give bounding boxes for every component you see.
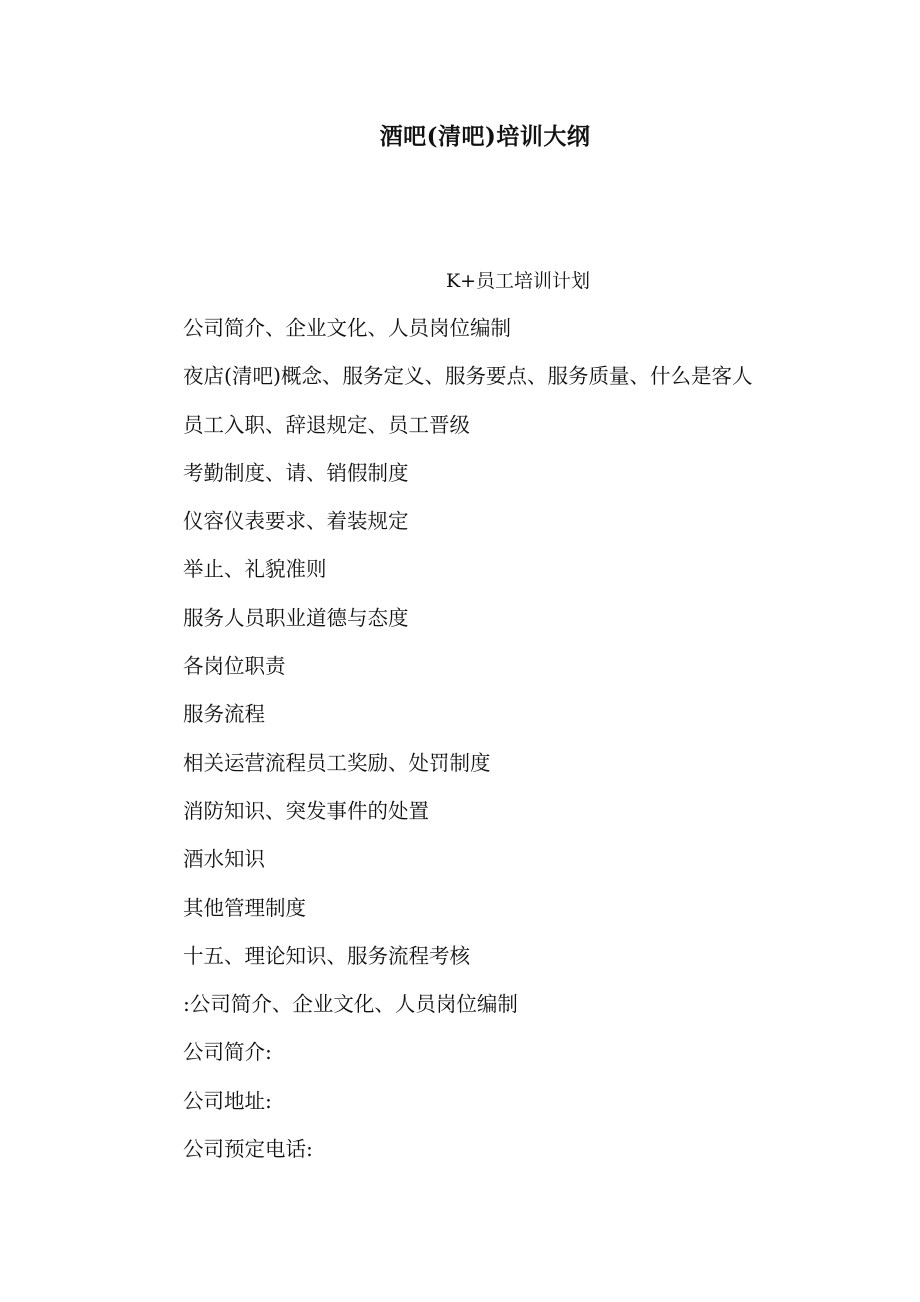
outline-line: 消防知识、突发事件的处置: [183, 798, 429, 823]
outline-line: 公司简介、企业文化、人员岗位编制: [183, 316, 511, 340]
outline-line: 公司预定电话:: [183, 1137, 313, 1162]
outline-line: 公司简介:: [183, 1040, 272, 1065]
outline-list: [183, 313, 883, 1182]
outline-line: 相关运营流程员工奖励、处罚制度: [183, 750, 491, 775]
outline-line: 其他管理制度: [183, 895, 306, 920]
outline-line: 考勤制度、请、销假制度: [183, 460, 409, 485]
outline-line: 仪容仪表要求、着装规定: [183, 509, 409, 534]
outline-line: 举止、礼貌准则: [183, 557, 327, 582]
document-title: 酒吧(清吧)培训大纲: [379, 123, 591, 150]
outline-line: 各岗位职责: [183, 654, 286, 679]
outline-line: 酒水知识: [183, 847, 265, 872]
outline-line: 夜店(清吧)概念、服务定义、服务要点、服务质量、什么是客人: [183, 364, 753, 389]
document-subtitle: K+员工培训计划: [445, 270, 591, 292]
outline-line: 十五、理论知识、服务流程考核: [183, 943, 470, 968]
outline-line: 员工入职、辞退规定、员工晋级: [183, 412, 470, 437]
outline-line: 公司地址:: [183, 1088, 272, 1113]
outline-line: :公司简介、企业文化、人员岗位编制: [183, 992, 518, 1017]
outline-line: 服务人员职业道德与态度: [183, 605, 409, 630]
outline-line: 服务流程: [183, 702, 265, 727]
